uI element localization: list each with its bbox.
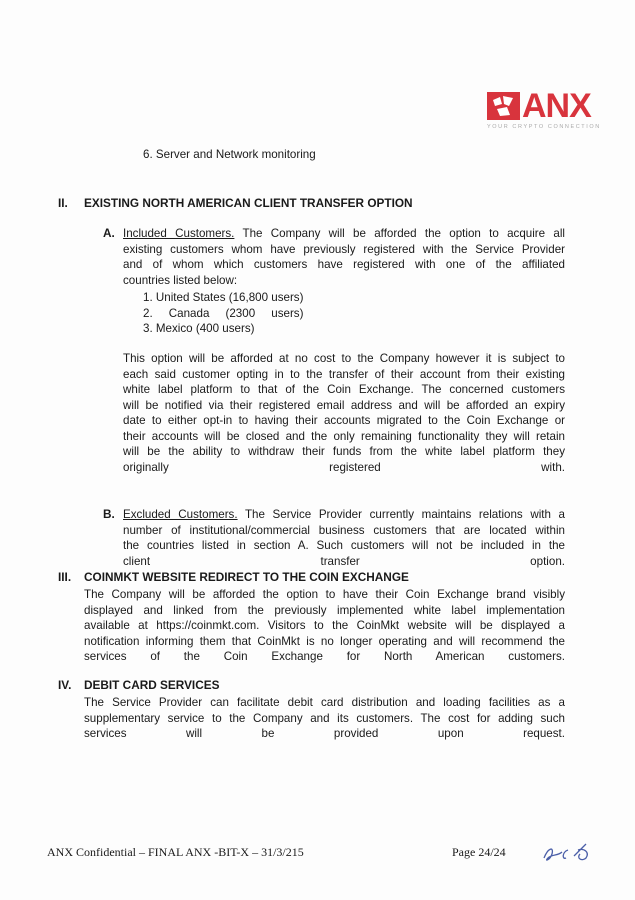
paragraph-text: The Service Provider currently maintains relations with a [237,508,565,521]
paragraph-line: originally registered with. [123,460,565,474]
country-list-item: 2. Canada (2300 users) [143,306,304,320]
section-iv-number: IV. [58,678,72,692]
paragraph-line: will be the ability to withdraw their funds from the white label platform they [123,445,565,458]
countries-list [143,290,303,337]
paragraph-line: each said customer opting in to the transfer of their account from their existing [123,367,565,381]
option-paragraph [123,351,565,475]
paragraph-line: notification informing them that CoinMkt is no longer operating and will recommend the [84,634,565,648]
anx-logo [487,87,612,130]
logo-tagline: YOUR CRYPTO CONNECTION [487,124,601,130]
paragraph-line: the countries listed in section A. Such customers will not be included in the [123,539,565,552]
paragraph-line: existing customers whom have previously registered with the Service Provider [123,242,565,256]
anx-logo-mark-icon [487,92,520,120]
paragraph-line: The Company will be afforded the option to have their Coin Exchange brand visibly [84,588,565,601]
paragraph-line: The Service Provider can facilitate debit card distribution and loading facilities as a [84,696,565,709]
footer-confidential: ANX Confidential – FINAL ANX -BIT-X – 31/3/215 [47,845,304,859]
paragraph-line: white label platform to that of the Coin Exchange. The concerned customers [123,383,565,396]
paragraph-line: number of institutional/commercial business customers that are located within [123,523,565,537]
paragraph-line: countries listed below: [123,273,238,287]
paragraph-line [123,507,565,523]
paragraph-line: will be notified via their registered email address and will be afforded an expiry [123,398,565,412]
section-iii-title: COINMKT WEBSITE REDIRECT TO THE COIN EXCHANGE [84,570,409,584]
country-list-item: 3. Mexico (400 users) [143,322,255,335]
paragraph-line [123,226,565,242]
paragraph-line: and of whom which customers have registered with one of the affiliated [123,258,565,271]
paragraph-line: date to either opt-in to having their accounts migrated to the Coin Exchange or [123,414,565,427]
section-iv-title: DEBIT CARD SERVICES [84,678,220,692]
section-iii-body [84,587,565,665]
paragraph-line: displayed and linked from the previously implemented white label implementation [84,603,565,617]
page-number: Page 24/24 [452,845,506,859]
paragraph-line: available at https://coinmkt.com. Visitors to the CoinMkt website will be displayed a [84,619,565,632]
section-ii-title: EXISTING NORTH AMERICAN CLIENT TRANSFER OPTION [84,196,413,210]
paragraph-line: services will be provided upon request. [84,727,565,740]
logo-text: ANX [522,87,591,125]
subsection-b-letter: B. [103,507,115,521]
list-item-server-monitoring: 6. Server and Network monitoring [143,148,316,161]
excluded-customers-paragraph [123,507,565,569]
paragraph-line: supplementary service to the Company and its customers. The cost for adding such [84,711,565,725]
excluded-customers-heading: Excluded Customers. [123,508,238,521]
paragraph-line: client transfer option. [123,554,565,568]
paragraph-text: The Company will be afforded the option to acquire all [234,227,565,240]
paragraph-line: This option will be afforded at no cost to the Company however it is subject to [123,352,565,365]
paragraph-line: their accounts will be closed and the only remaining functionality they will retain [123,429,565,443]
subsection-a-letter: A. [103,226,115,240]
paragraph-line: services of the Coin Exchange for North American customers. [84,650,565,663]
included-customers-heading: Included Customers. [123,227,235,240]
section-iii-number: III. [58,570,72,584]
section-iv-body [84,695,565,742]
section-ii-number: II. [58,196,68,210]
country-list-item: 1. United States (16,800 users) [143,291,304,304]
initials-signature [540,838,600,870]
included-customers-paragraph [123,226,565,288]
